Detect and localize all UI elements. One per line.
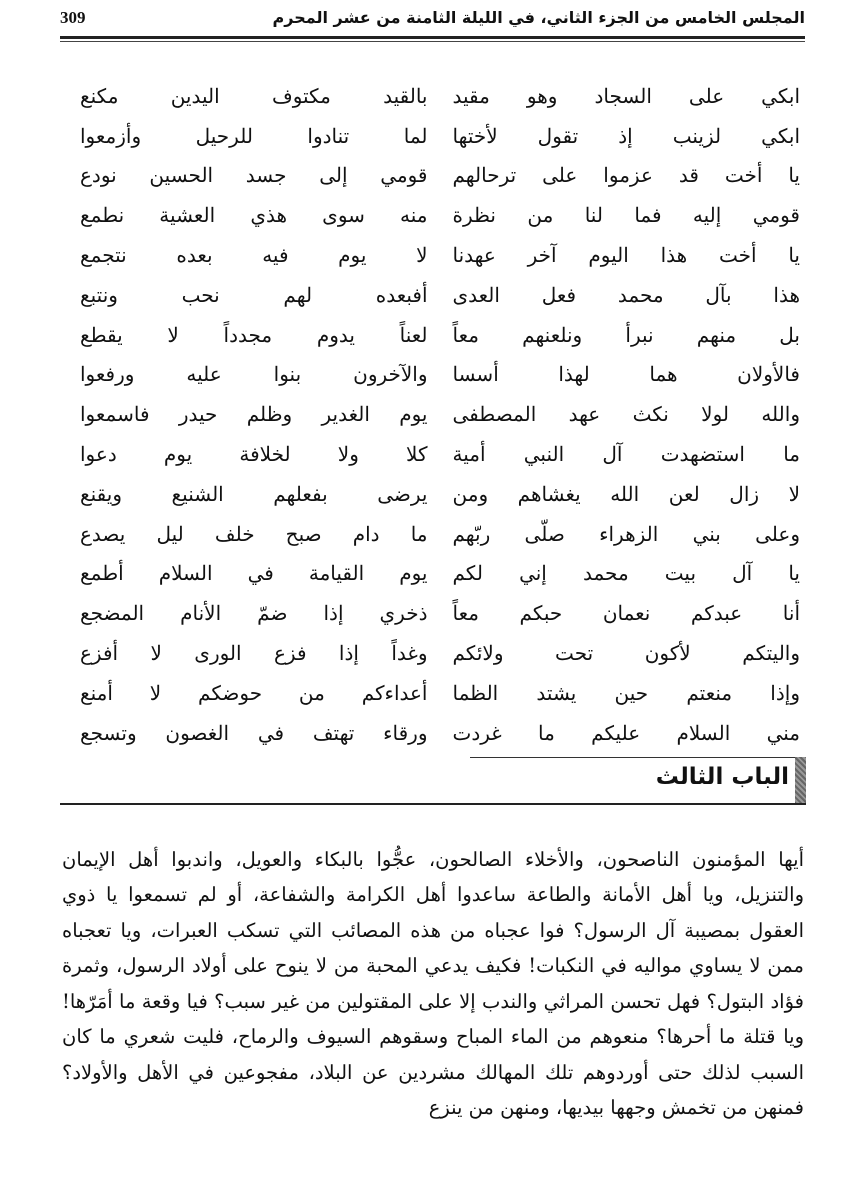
verse-first-hemistich: فالأولان هما لهذا أسسا [452,362,800,387]
section-marker-bar [795,757,806,804]
verse-second-hemistich: لا يوم فيه بعده نتجمع [80,243,428,268]
verse-second-hemistich: بالقيد مكتوف اليدين مكنع [80,83,428,108]
verse-first-hemistich: أنا عبدكم نعمان حبكم معاً [452,601,800,626]
verse-second-hemistich: يرضى بفعلهم الشنيع ويقنع [80,481,428,506]
verse-second-hemistich: يوم الغدير وظلم حيدر فاسمعوا [80,402,428,427]
verse-second-hemistich: كلا ولا لخلافة يوم دعوا [80,442,428,467]
verse-first-hemistich: لا زال لعن الله يغشاهم ومن [452,481,800,506]
poem-verse [80,434,800,474]
poem-verse [80,116,800,156]
verse-second-hemistich: ما دام صبح خلف ليل يصدع [80,521,428,546]
verse-first-hemistich: ما استضهدت آل النبي أمية [452,442,800,467]
verse-second-hemistich: يوم القيامة في السلام أطمع [80,561,428,586]
page-header [60,8,805,34]
verse-first-hemistich: قومي إليه فما لنا من نظرة [452,203,800,228]
poem-verse [80,593,800,633]
verse-second-hemistich: أفبعده لهم نحب ونتبع [80,282,428,307]
poem-verse [80,235,800,275]
verse-second-hemistich: لعناً يدوم مجدداً لا يقطع [80,322,428,347]
verse-second-hemistich: ذخري إذا ضمّ الأنام المضجع [80,601,428,626]
verse-first-hemistich: ابكي على السجاد وهو مقيد [452,83,800,108]
verse-first-hemistich: يا أخت هذا اليوم آخر عهدنا [452,243,800,268]
verse-second-hemistich: وغداً إذا فزع الورى لا أفزع [80,641,428,666]
body-paragraph: أيها المؤمنون الناصحون، والأخلاء الصالحون، عجُّوا بالبكاء والعويل، واندبوا أهل الإيمان والتنزيل، ويا أهل الأمانة والطاعة ساعدوا أهل الكرامة والشفاعة، أو لم تسمعوا يا ذوي العقول بمصيبة آل الرسول؟ فوا عجباه من هذه المصائب التي تسكب العبرات، ويا تعجباه ممن لا يساوي مواليه في النكبات! فكيف يدعي المحبة من لا ينوح على أولاد الرسول، وثمرة فؤاد البتول؟ فهل تحسن المراثي والندب إلا على المقتولين من غير سبب؟ فيا وقعة ما أمَرّها! ويا قتلة ما أحرها؟ منعوهم من الماء المباح وسقوهم السيوف والرماح، فليت شعري ما كان السبب لذلك حتى أوردوهم تلك المهالك مشردين عن البلاد، مفجوعين في الأهل والأولاد؟ فمنهن من تخمش وجهها بيديها، ومنهن من ينزع [62,847,804,1119]
verse-first-hemistich: بل منهم نبرأ ونلعنهم معاً [452,322,800,347]
page-number: 309 [60,8,86,27]
poem-verse [80,315,800,355]
poem-verse [80,394,800,434]
poem-verse [80,195,800,235]
poem-verse [80,633,800,673]
header-rule-thin [60,41,805,42]
verse-first-hemistich: واليتكم لأكون تحت ولائكم [452,641,800,666]
header-rule [60,36,805,39]
verse-second-hemistich: قومي إلى جسد الحسين نودع [80,163,428,188]
poem-verse [80,713,800,753]
verse-first-hemistich: مني السلام عليكم ما غردت [452,720,800,745]
section-title: الباب الثالث [655,764,789,790]
section-bottom-rule [60,803,806,805]
poem-verse [80,673,800,713]
verse-first-hemistich: هذا بآل محمد فعل العدى [452,282,800,307]
section-top-rule [470,757,805,758]
verse-first-hemistich: والله لولا نكث عهد المصطفى [452,402,800,427]
verse-first-hemistich: وإذا منعتم حين يشتد الظما [452,680,800,705]
poem-verse [80,76,800,116]
poem-verse [80,514,800,554]
verse-first-hemistich: يا آل بيت محمد إني لكم [452,561,800,586]
verse-second-hemistich: لما تنادوا للرحيل وأزمعوا [80,123,428,148]
poem-verse [80,355,800,395]
poem-verse [80,275,800,315]
verse-second-hemistich: ورقاء تهتف في الغصون وتسجع [80,720,428,745]
verse-second-hemistich: والآخرون بنوا عليه ورفعوا [80,362,428,387]
verse-first-hemistich: ابكي لزينب إذ تقول لأختها [452,123,800,148]
poem-verse [80,474,800,514]
verse-second-hemistich: أعداءكم من حوضكم لا أمنع [80,680,428,705]
poem [80,76,800,753]
verse-first-hemistich: يا أخت قد عزموا على ترحالهم [452,163,800,188]
poem-verse [80,156,800,196]
verse-second-hemistich: منه سوى هذي العشية نطمع [80,203,428,228]
poem-verse [80,554,800,594]
running-title: المجلس الخامس من الجزء الثاني، في الليلة الثامنة من عشر المحرم [272,8,805,27]
verse-first-hemistich: وعلى بني الزهراء صلّى ربّهم [452,521,800,546]
